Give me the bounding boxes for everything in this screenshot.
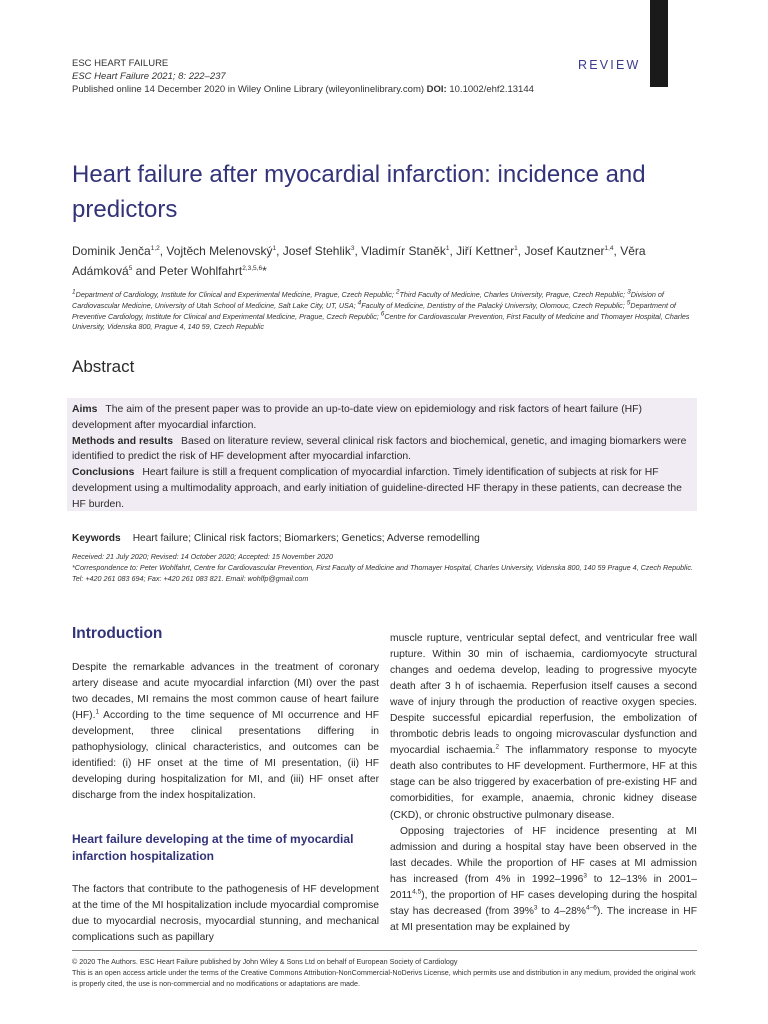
conclusions-label: Conclusions (72, 467, 135, 479)
journal-header (72, 57, 534, 96)
license-notice: This is an open access article under the terms of the Creative Commons Attribution-NonCommercial-NoDerivs License, which permits use and distribution in any medium, provided the original work is properly cited, the use is non-commercial and no modifications or adaptations are made. (72, 967, 696, 988)
author[interactable]: Vojtěch Melenovský$^1$ (166, 244, 277, 258)
author[interactable]: Vladimír Staněk$^1$ (361, 244, 450, 258)
section-label: REVIEW (578, 58, 641, 72)
footer-divider (72, 950, 697, 951)
doi-label: DOI: (426, 84, 447, 95)
copyright-notice: © 2020 The Authors. ESC Heart Failure published by John Wiley & Sons Ltd on behalf of European Society of Cardiology (72, 957, 458, 966)
author[interactable]: Jiří Kettner$^1$ (456, 244, 518, 258)
author-list: Dominik Jenča$^{1,2}$, Vojtěch Melenovský$^1$, Josef Stehlik$^3$, Vladimír Staněk$^1$, Jiří Kettner$^1$, Josef Kautzner$^{1,4}$, Věra Adámková$^5$ and Peter Wohlfahrt$^{2,3,5,6}$* (72, 244, 646, 278)
received-dates: Received: 21 July 2020; Revised: 14 October 2020; Accepted: 15 November 2020 (72, 552, 334, 561)
introduction-heading: Introduction (72, 625, 163, 642)
author[interactable]: Dominik Jenča$^{1,2}$ (72, 244, 160, 258)
methods-label: Methods and results (72, 435, 174, 447)
keywords-label: Keywords (72, 533, 121, 544)
corner-tab (650, 0, 668, 87)
conclusions-text: Heart failure is still a frequent complication of myocardial infarction. Timely identification of subjects at risk for HF development using a multimodality approach, and early initiation of guideline-directed HF therapy in these patients, can decrease the HF burden. (72, 467, 682, 510)
publication-line (72, 83, 534, 96)
journal-citation: ESC Heart Failure 2021; 8: 222–237 (72, 71, 226, 82)
keywords (72, 533, 480, 544)
right-column (390, 631, 697, 936)
paragraph-trajectories: Opposing trajectories of HF incidence presenting at MI admission and during a hospital stay have been observed in the last decades. While the proportion of HF cases at MI admission has increased (from 4% in 1992–1996$^3$ to 12–13% in 2001–2011$^{4,5}$), the proportion of HF cases developing during the hospital stay has decreased (from 39%$^3$ to 4–28%$^{4-6}$). The increase in HF at MI presentation may be explained by (390, 825, 698, 933)
correspondence: *Correspondence to: Peter Wohlfahrt, Centre for Cardiovascular Prevention, First Faculty of Medicine and Thomayer Hospital, Charles University, Videnska 800, 140 59 Prague 4, Czech Republic. Tel: +420 261 083 694; Fax: +420 261 083 821. Email: wohlfp@gmail.com (72, 562, 693, 583)
intro-paragraph-2: The factors that contribute to the pathogenesis of HF development at the time of the MI hospitalization include myocardial compromise due to myocardial necrosis, myocardial stunning, and mechanical complications such as papillary (72, 884, 379, 944)
affiliations: $^1$Department of Cardiology, Institute for Clinical and Experimental Medicine, Prague, Czech Republic; $^2$Third Faculty of Medicine, Charles University, Prague, Czech Republic; $^3$Division of Cardiovascular Medicine, University of Utah School of Medicine, Salt Lake City, UT, USA; $^4$Faculty of Medicine, Dentistry of the Palacký University, Olomouc, Czech Republic; $^5$Department of Preventive Cardiology, Institute for Clinical and Experimental Medicine, Prague, Czech Republic; $^6$Centre for Cardiovascular Prevention, First Faculty of Medicine and Thomayer Hospital, Charles University, Videnska 800, Prague 4, 140 59, Czech Republic (72, 288, 690, 332)
author[interactable]: Josef Stehlik$^3$ (282, 244, 355, 258)
abstract-text (72, 402, 697, 513)
article-title: Heart failure after myocardial infarction: incidence and predictors (72, 161, 646, 223)
methods-text: Based on literature review, several clinical risk factors and biochemical, genetic, and imaging biomarkers were identified to predict the risk of HF development after myocardial infarction. (72, 435, 687, 463)
page-footer (72, 957, 702, 989)
author[interactable]: Peter Wohlfahrt$^{2,3,5,6}$* (159, 264, 267, 278)
subsection-heading: Heart failure developing at the time of myocardial infarction hospitalization (72, 832, 354, 863)
aims-label: Aims (72, 404, 98, 415)
keywords-text: Heart failure; Clinical risk factors; Biomarkers; Genetics; Adverse remodelling (132, 533, 480, 544)
aims-text: The aim of the present paper was to provide an up-to-date view on epidemiology and risk factors of heart failure (HF) development after myocardial infarction. (72, 404, 642, 431)
abstract-heading: Abstract (72, 357, 135, 376)
author[interactable]: Věra Adámková$^5$ (72, 244, 646, 278)
author[interactable]: Josef Kautzner$^{1,4}$ (524, 244, 614, 258)
article-dates (72, 552, 700, 584)
published-text: Published online 14 December 2020 in Wiley Online Library (wileyonlinelibrary.com) (72, 84, 425, 95)
doi-link[interactable]: 10.1002/ehf2.13144 (449, 84, 534, 95)
paragraph-continued: muscle rupture, ventricular septal defect, and ventricular free wall rupture. Within 30 min of ischaemia, cardiomyocyte structural changes and oedema develop, leading to progressive myocyte death after 3 h of ischaemia. Reperfusion itself causes a second wave of injury through the production of reactive oxygen species. Despite successful epicardial reperfusion, the embolization of thrombotic debris leads to ongoing microvascular dysfunction and myocardial ischaemia.$^2$ The inflammatory response to myocyte death also contributes to HF development. Furthermore, HF at this stage can be also triggered by exacerbation of pre-existing HF and comorbidities, for example, anaemia, chronic kidney disease (CKD), or chronic obstructive pulmonary disease. (390, 633, 697, 821)
journal-name: ESC HEART FAILURE (72, 58, 169, 69)
intro-paragraph-1: Despite the remarkable advances in the treatment of coronary artery disease and acute myocardial infarction (MI) over the past two decades, MI remains the most common cause of heart failure (HF).$^1$ According to the time sequence of MI occurrence and HF development, three clinical presentations differing in pathophysiology, clinical characteristics, and outcomes can be identified: (i) HF onset at the time of MI presentation, (ii) HF developing during hospitalization for MI, and (iii) HF onset after discharge from the index hospitalization. (72, 662, 379, 802)
